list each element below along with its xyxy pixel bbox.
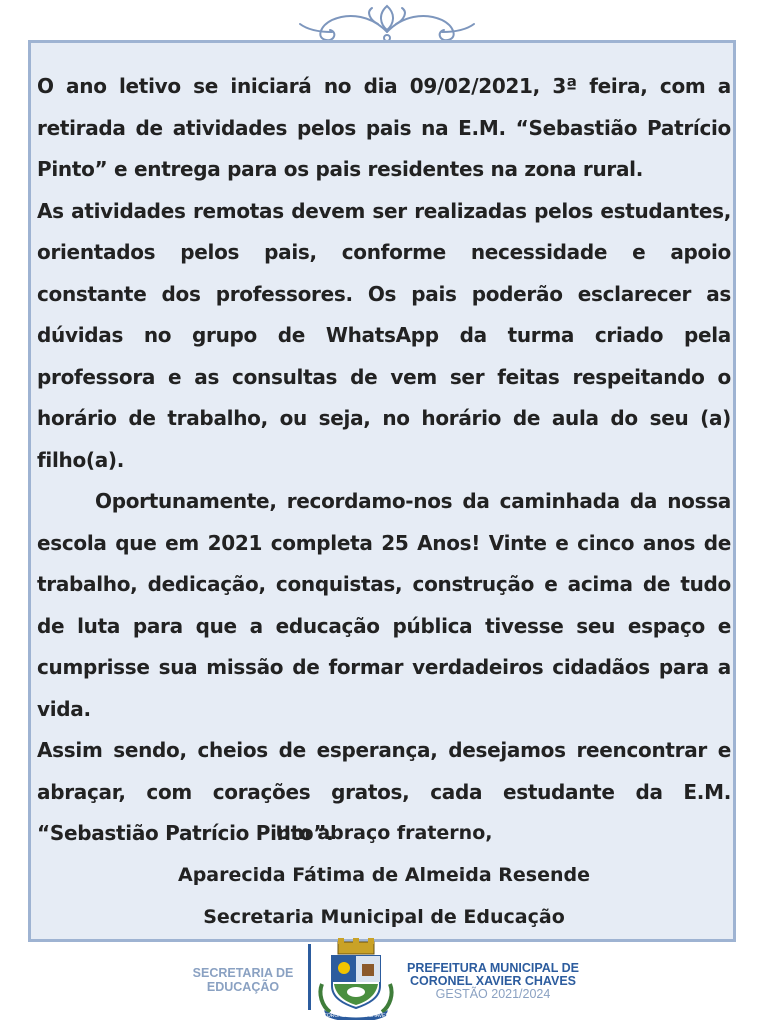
paragraph-remote-activities: As atividades remotas devem ser realizadas pelos estudantes, orientados pelos pais, conforme necessidade e apoio constante dos professores. Os pais poderão esclarecer as dúvidas no grupo de WhatsApp da turma criado pela professora e as consultas de vem ser feitas respeitando o horário de trabalho, ou seja, no horário de aula do seu (a) filho(a). — [37, 198, 731, 472]
secretaria-label — [186, 966, 300, 994]
signature-name: Aparecida Fátima de Almeida Resende — [178, 864, 590, 886]
notice-body — [37, 66, 731, 855]
footer-divider — [308, 944, 311, 1010]
crest-ribbon-text: CORONEL XAVIER CHAVES — [323, 1013, 389, 1019]
prefeitura-label-line3: GESTÃO 2021/2024 — [435, 987, 551, 1001]
municipal-coat-of-arms-icon — [316, 934, 396, 1020]
prefeitura-label-line1: PREFEITURA MUNICIPAL DE — [407, 961, 579, 975]
prefeitura-label — [398, 962, 588, 1001]
secretaria-label-line2: EDUCAÇÃO — [206, 980, 280, 994]
paragraph-closing-wishes: Assim sendo, cheios de esperança, desejamos reencontrar e abraçar, com corações gratos, cada estudante da E.M. “Sebastião Patrício Pinto”. — [37, 738, 731, 845]
paragraph-school-anniversary: Oportunamente, recordamo-nos da caminhada da nossa escola que em 2021 completa 25 Anos! Vinte e cinco anos de trabalho, dedicação, conquistas, construção e acima de tudo de luta para que a educação pública tivesse seu espaço e cumprisse sua missão de formar verdadeiros cidadãos para a vida. — [37, 489, 731, 721]
signature-department: Secretaria Municipal de Educação — [203, 906, 565, 928]
paragraph-school-year-start: O ano letivo se iniciará no dia 09/02/2021, 3ª feira, com a retirada de atividades pelos pais na E.M. “Sebastião Patrício Pinto” e entrega para os pais residentes na zona rural. — [37, 74, 731, 181]
signature-closing: Um abraço fraterno, — [275, 822, 493, 844]
secretaria-label-line1: SECRETARIA DE — [192, 966, 294, 980]
signature-block — [37, 812, 731, 938]
prefeitura-label-line2: CORONEL XAVIER CHAVES — [410, 974, 576, 988]
